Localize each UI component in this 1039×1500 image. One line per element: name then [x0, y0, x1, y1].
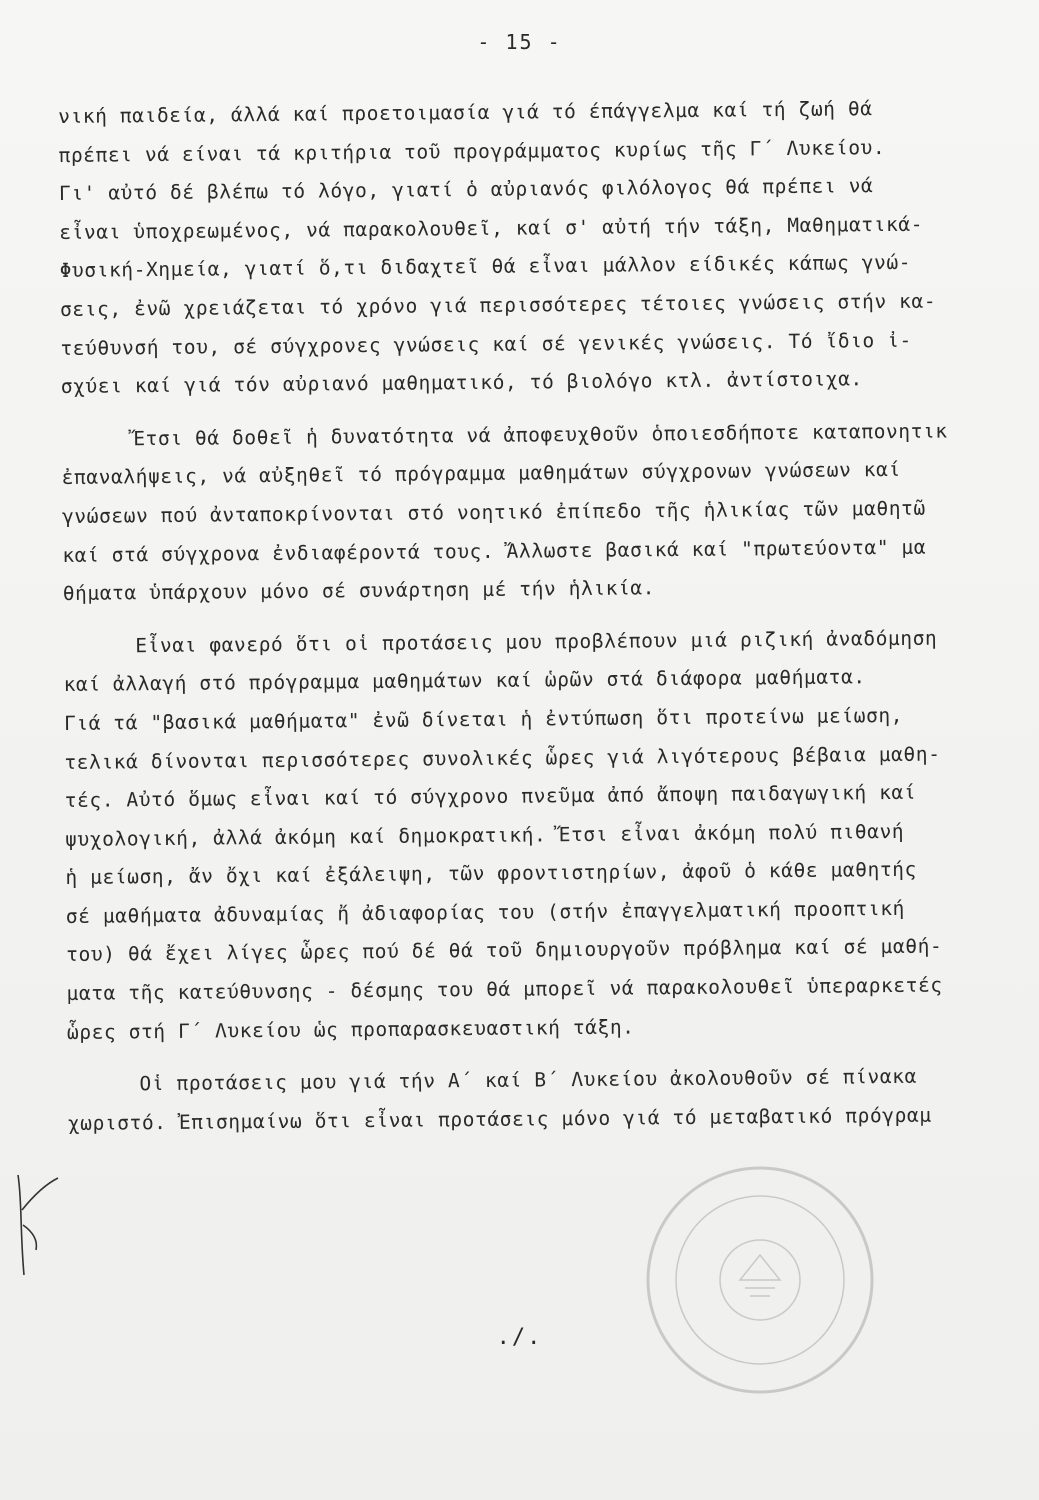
text-line: ἐπαναλήψεις, νά αὐξηθεῖ τό πρόγραμμα μαθημάτων σύγχρονων γνώσεων καί [61, 458, 901, 490]
text-line: χωριστό. Ἐπισημαίνω ὅτι εἶναι προτάσεις μόνο γιά τό μεταβατικό πρόγραμ [67, 1103, 932, 1135]
text-line: ψυχολογική, ἀλλά ἀκόμη καί δημοκρατική. Ἔτσι εἶναι ἀκόμη πολύ πιθανή [65, 819, 905, 851]
text-line: γνώσεων πού ἀνταποκρίνονται στό νοητικό ἐπίπεδο τῆς ἡλικίας τῶν μαθητῶ [61, 496, 926, 528]
text-line: εἶναι ὑποχρεωμένος, νά παρακολουθεῖ, καί σ' αὐτή τήν τάξη, Μαθηματικά- [59, 212, 924, 244]
text-line: ὧρες στή Γ΄ Λυκείου ὡς προπαρασκευαστική τάξη. [66, 1015, 635, 1044]
text-line: Γιά τά "βασικά μαθήματα" ἐνῶ δίνεται ἡ ἐντύπωση ὅτι προτείνω μείωση, [63, 703, 904, 735]
text-line: τεύθυνσή του, σέ σύγχρονες γνώσεις καί σέ γενικές γνώσεις. Τό ἴδιο ἰ- [60, 328, 912, 360]
body-text [58, 89, 1039, 1144]
text-line: του) θά ἔχει λίγες ὧρες πού δέ θά τοῦ δημιουργοῦν πρόβλημα καί σέ μαθή- [66, 935, 943, 967]
text-line: σχύει καί γιά τόν αὐριανό μαθηματικό, τό βιολόγο κτλ. ἀντίστοιχα. [60, 367, 863, 399]
text-line: σέ μαθήματα ἀδυναμίας ἤ ἀδιαφορίας του (στήν ἐπαγγελματική προοπτική [65, 896, 906, 928]
text-line: ματα τῆς κατεύθυνσης - δέσμης του θά μπορεῖ νά παρακολουθεῖ ὑπεραρκετές [66, 973, 943, 1006]
text-line: Εἶναι φανερό ὅτι οἱ προτάσεις μου προβλέπουν μιά ριζική ἀναδόμηση [135, 626, 938, 658]
text-line: τελικά δίνονται περισσότερες συνολικές ὧρες γιά λιγότερους βέβαια μαθη- [64, 742, 941, 774]
end-mark: ./. [496, 1325, 543, 1350]
text-line: νική παιδεία, άλλά καί προετοιμασία γιά τό έπάγγελμα καί τή ζωή θά [58, 97, 873, 128]
page-number: - 15 - [477, 30, 562, 54]
text-line: θήματα ὑπάρχουν μόνο σέ συνάρτηση μέ τήν ἡλικία. [62, 576, 656, 606]
text-line: Οἱ προτάσεις μου γιά τήν Α΄ καί Β΄ Λυκείου ἀκολουθοῦν σέ πίνακα [139, 1065, 917, 1096]
text-line: καί ἀλλαγή στό πρόγραμμα μαθημάτων καί ὡρῶν στά διάφορα μαθήματα. [63, 665, 866, 697]
text-line: Γι' αὐτό δέ βλέπω τό λόγο, γιατί ὁ αὐριανός φιλόλογος θά πρέπει νά [58, 174, 874, 206]
text-line: Ἔτσι θά δοθεῖ ἡ δυνατότητα νά ἀποφευχθοῦν ὁποιεσδήποτε καταπονητικ [133, 419, 948, 451]
text-line: καί στά σύγχρονα ἐνδιαφέροντά τους. Ἄλλωστε βασικά καί "πρωτεύοντα" μα [62, 535, 927, 567]
text-line: ἡ μείωση, ἄν ὄχι καί ἐξάλειψη, τῶν φροντιστηρίων, ἀφοῦ ὁ κάθε μαθητής [65, 858, 918, 890]
text-line: σεις, ἐνῶ χρειάζεται τό χρόνο γιά περισσότερες τέτοιες γνώσεις στήν κα- [59, 289, 937, 321]
text-line: τές. Αὐτό ὅμως εἶναι καί τό σύγχρονο πνεῦμα ἀπό ἄποψη παιδαγωγική καί [64, 780, 917, 813]
official-seal [640, 1160, 880, 1400]
text-line: πρέπει νά είναι τά κριτήρια τοῦ προγράμματος κυρίως τῆς Γ΄ Λυκείου. [58, 135, 886, 167]
handwritten-signature [8, 1170, 68, 1280]
text-line: Φυσική-Χημεία, γιατί ὅ,τι διδαχτεῖ θά εἶναι μάλλον είδικές κάπως γνώ- [59, 251, 912, 283]
